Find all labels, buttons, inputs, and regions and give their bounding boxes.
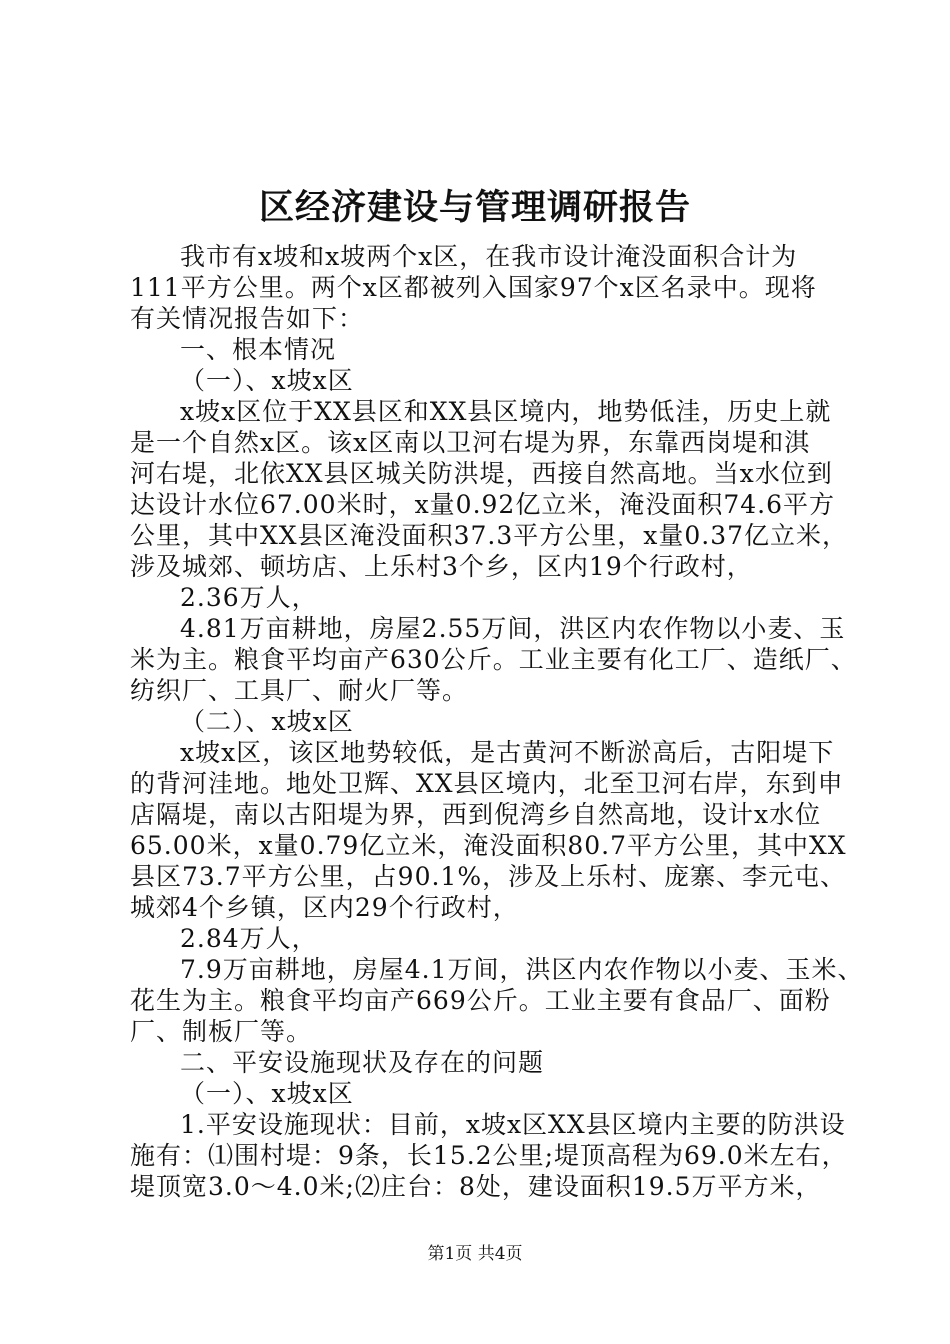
text-line: x坡x区，该区地势较低，是古黄河不断淤高后，古阳堤下 — [180, 738, 835, 767]
text-line: 厂、制板厂等。 — [130, 1017, 313, 1046]
text-line: x坡x区位于XX县区和XX县区境内，地势低洼，历史上就 — [180, 397, 832, 426]
text-line: 4.81万亩耕地，房屋2.55万间，洪区内农作物以小麦、玉 — [180, 614, 846, 643]
text-line: 城郊4个乡镇，区内29个行政村， — [130, 893, 519, 922]
text-line: 7.9万亩耕地，房屋4.1万间，洪区内农作物以小麦、玉米、 — [180, 955, 864, 984]
text-line: 65.00米，x量0.79亿立米，淹没面积80.7平方公里，其中XX — [130, 831, 847, 860]
text-line: 公里，其中XX县区淹没面积37.3平方公里，x量0.37亿立米， — [130, 521, 849, 550]
section-heading: 一、根本情况 — [180, 335, 337, 364]
subsection-heading: （一）、x坡x区 — [180, 366, 354, 395]
text-line: 涉及城郊、顿坊店、上乐村3个乡，区内19个行政村， — [130, 552, 753, 581]
text-line: 我市有x坡和x坡两个x区，在我市设计淹没面积合计为 — [180, 242, 798, 271]
text-line: 2.84万人， — [180, 924, 318, 953]
text-line: 2.36万人， — [180, 583, 318, 612]
text-line: 花生为主。粮食平均亩产669公斤。工业主要有食品厂、面粉 — [130, 986, 831, 1015]
document-title: 区经济建设与管理调研报告 — [258, 187, 691, 228]
page-number: 第1页 共4页 — [427, 1244, 523, 1264]
subsection-heading: （一）、x坡x区 — [180, 1079, 354, 1108]
text-line: 县区73.7平方公里，占90.1%，涉及上乐村、庞寨、李元屯、 — [130, 862, 847, 891]
text-line: 河右堤，北依XX县区城关防洪堤，西接自然高地。当x水位到 — [130, 459, 833, 488]
text-line: 店隔堤，南以古阳堤为界，西到倪湾乡自然高地，设计x水位 — [130, 800, 822, 829]
text-line: 达设计水位67.00米时，x量0.92亿立米，淹没面积74.6平方 — [130, 490, 835, 519]
text-line: 的背河洼地。地处卫辉、XX县区境内，北至卫河右岸，东到申 — [130, 769, 844, 798]
text-line: 1.平安设施现状：目前，x坡x区XX县区境内主要的防洪设 — [180, 1110, 846, 1139]
text-line: 111平方公里。两个x区都被列入国家97个x区名录中。现将 — [130, 273, 817, 302]
text-line: 施有：⑴围村堤：9条，长15.2公里;堤顶高程为69.0米左右， — [130, 1141, 848, 1170]
text-line: 有关情况报告如下： — [130, 304, 365, 333]
text-line: 是一个自然x区。该x区南以卫河右堤为界，东靠西岗堤和淇 — [130, 428, 811, 457]
section-heading: 二、平安设施现状及存在的问题 — [180, 1048, 545, 1077]
subsection-heading: （二）、x坡x区 — [180, 707, 354, 736]
text-line: 堤顶宽3.0～4.0米;⑵庄台：8处，建设面积19.5万平方米， — [130, 1172, 822, 1201]
text-line: 纺织厂、工具厂、耐火厂等。 — [130, 676, 469, 705]
text-line: 米为主。粮食平均亩产630公斤。工业主要有化工厂、造纸厂、 — [130, 645, 857, 674]
